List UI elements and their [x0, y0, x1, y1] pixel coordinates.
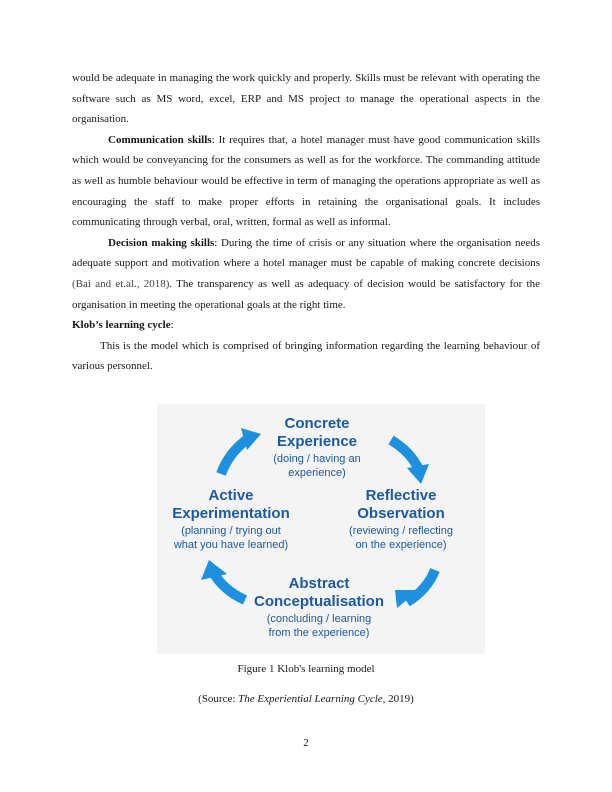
- decision-making-text-b: . The transparency as well as adequacy of decision would be satisfactory for the organisation in meeting the operational goals at the right time.: [72, 277, 540, 311]
- abstract-sub-1: (concluding / learning: [266, 613, 372, 625]
- cycle-arrow-bottom-right-icon: [395, 570, 435, 608]
- paragraph-communication-skills: [72, 130, 540, 233]
- source-suffix: 2019): [385, 693, 414, 705]
- paragraph-intro: would be adequate in managing the work quickly and properly. Skills must be relevant with operating the software such as MS word, excel, ERP and MS project to manage the operational aspects in the organisation.: [72, 72, 540, 126]
- reflective-sub-1: (reviewing / reflecting: [349, 525, 453, 537]
- citation: (Bai and et.al., 2018): [72, 277, 170, 290]
- concrete-title-2: Experience: [276, 433, 358, 450]
- body-text: [72, 68, 540, 377]
- abstract-sub-2: from the experience): [268, 627, 370, 639]
- klob-heading-line: [72, 315, 540, 336]
- figure-source: [0, 693, 612, 705]
- klob-heading: Klob’s learning cycle: [72, 319, 171, 332]
- decision-making-skills-label: Decision making skills: [108, 236, 215, 249]
- decision-making-text-a: : During the time of crisis or any situation where the organisation needs adequate support and motivation where a hotel manager must be capable of making concrete decisions: [72, 236, 540, 270]
- reflective-title-2: Observation: [357, 505, 445, 522]
- source-title: The Experiential Learning Cycle,: [238, 693, 386, 705]
- cycle-arrow-bottom-left-icon: [201, 560, 245, 600]
- abstract-title-1: Abstract: [288, 575, 350, 592]
- communication-skills-text: : It requires that, a hotel manager must have good communication skills which would be conveyancing for the consumers as well as for the workforce. The commanding attitude as well as humble behaviour would be effective in term of managing the operations appropriate as well as encouraging the staff to make proper efforts in retaining the organisational goals. It includes communicating through verbal, oral, written, formal as well as informal.: [72, 133, 540, 229]
- reflective-sub-2: on the experience): [355, 539, 447, 551]
- cycle-arrow-top-right-icon: [391, 440, 429, 484]
- reflective-title-1: Reflective: [365, 487, 437, 504]
- active-sub-1: (planning / trying out: [181, 525, 281, 537]
- page-number: 2: [303, 737, 309, 749]
- active-title-1: Active: [208, 487, 254, 504]
- klob-heading-colon: :: [170, 319, 174, 332]
- active-sub-2: what you have learned): [173, 539, 289, 551]
- kolb-cycle-figure: [157, 404, 485, 654]
- cycle-arrow-top-left-icon: [221, 428, 261, 474]
- paragraph-klob-intro: This is the model which is comprised of bringing information regarding the learning behaviour of various personnel.: [72, 339, 540, 373]
- communication-skills-label: Communication skills: [108, 133, 212, 146]
- source-prefix: (Source:: [198, 693, 239, 705]
- concrete-sub-1: (doing / having an: [273, 453, 361, 465]
- figure-caption: Figure 1 Klob's learning model: [237, 663, 375, 675]
- active-title-2: Experimentation: [172, 505, 290, 522]
- abstract-title-2: Conceptualisation: [253, 593, 385, 610]
- concrete-title-1: Concrete: [284, 415, 350, 432]
- concrete-sub-2: experience): [288, 467, 346, 479]
- paragraph-decision-making-skills: [72, 233, 540, 315]
